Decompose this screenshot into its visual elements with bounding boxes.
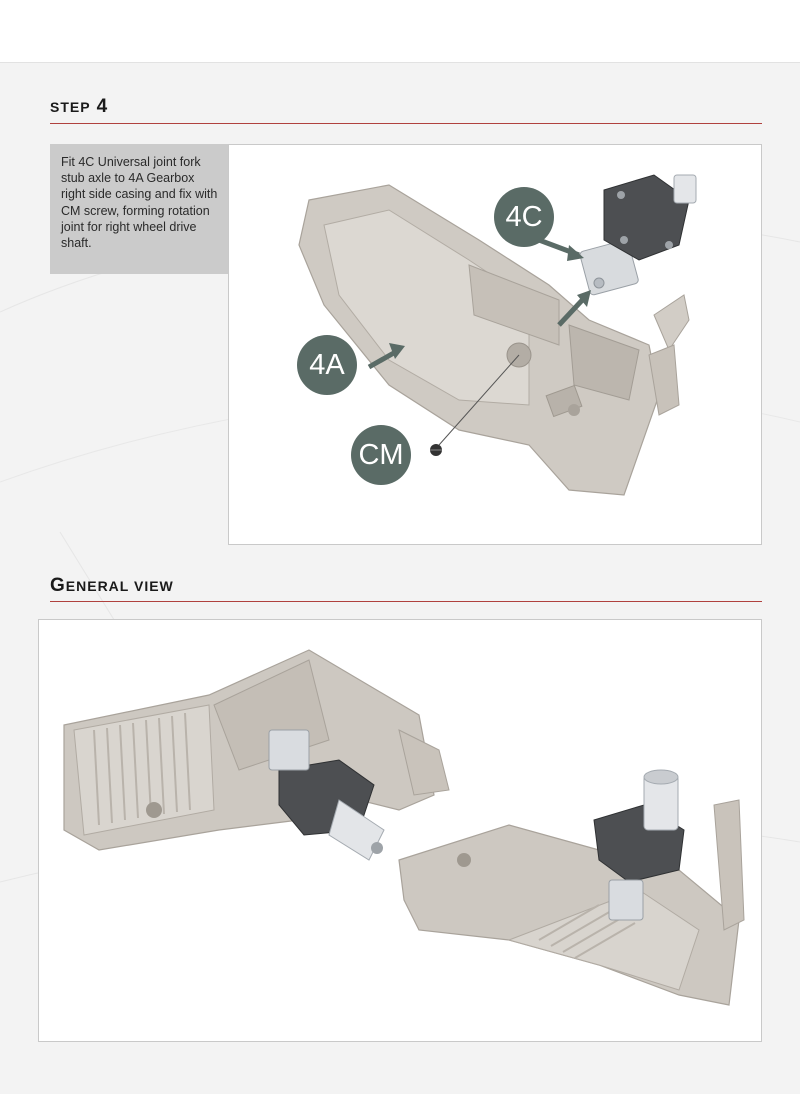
step-illustration-panel	[228, 144, 762, 545]
callout-4c-badge: 4C	[494, 187, 554, 247]
general-view-heading	[50, 575, 174, 597]
step-heading	[50, 96, 108, 118]
step-number: 4	[96, 96, 109, 117]
instruction-box	[50, 144, 228, 274]
callout-cm-badge: CM	[351, 425, 411, 485]
callout-4a-badge: 4A	[297, 335, 357, 395]
general-view-panel	[38, 619, 762, 1042]
general-view-first-letter: G	[50, 575, 66, 596]
page-header-band	[0, 0, 800, 63]
step-heading-rule	[50, 123, 762, 124]
general-view-rule	[50, 601, 762, 602]
step-label: STEP	[50, 99, 91, 115]
assembled-gearbox-illustration	[39, 620, 762, 1042]
general-view-rest: ENERAL VIEW	[65, 578, 174, 594]
instruction-text: Fit 4C Universal joint fork stub axle to 4A Gearbox right side casing and fix with CM screw, forming rotation joint for right wheel drive shaft.	[61, 155, 218, 251]
